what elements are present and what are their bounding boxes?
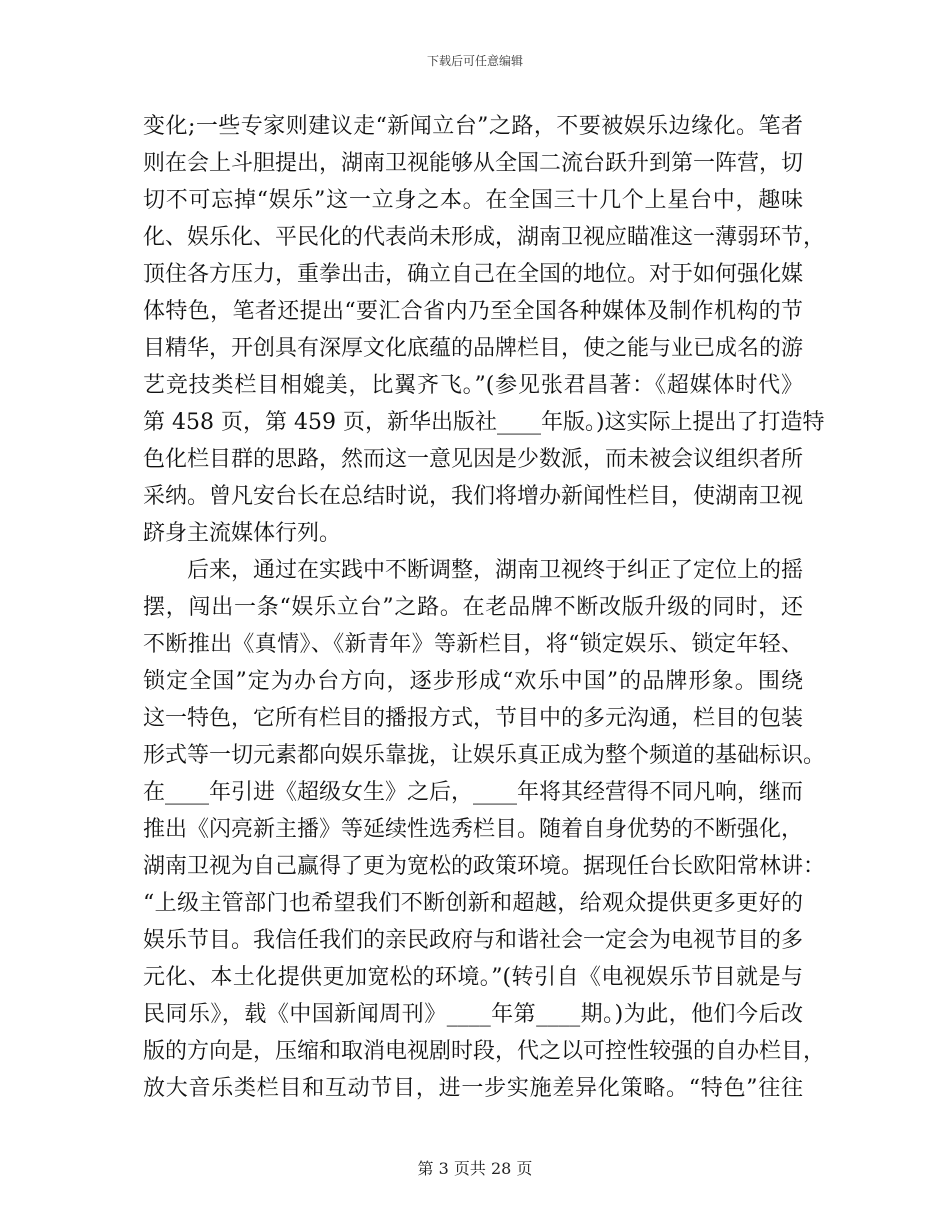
- text-line: 第 458 页，第 459 页，新华出版社____年版。)这实际上提出了打造特: [143, 410, 825, 435]
- text-line: 形式等一切元素都向娱乐靠拢，让娱乐真正成为整个频道的基础标识。: [143, 743, 826, 768]
- text-line: 民同乐》，载《中国新闻周刊》____年第____期。)为此，他们今后改: [143, 1002, 803, 1027]
- text-line: 顶住各方压力，重拳出击，确立自己在全国的地位。对于如何强化媒: [143, 262, 804, 287]
- text-line: 湖南卫视为自己赢得了更为宽松的政策环境。据现任台长欧阳常林讲：: [143, 854, 826, 879]
- text-line: “上级主管部门也希望我们不断创新和超越，给观众提供更多更好的: [143, 891, 803, 916]
- page-footer: 第 3 页共 28 页: [417, 1159, 533, 1178]
- text-line: 版的方向是，压缩和取消电视剧时段，代之以可控性较强的自办栏目，: [143, 1039, 826, 1064]
- text-line: 艺竞技类栏目相媲美，比翼齐飞。”(参见张君昌著：《超媒体时代》: [143, 373, 803, 398]
- text-line: 跻身主流媒体行列。: [143, 521, 342, 546]
- text-line: 这一特色，它所有栏目的播报方式，节目中的多元沟通，栏目的包装: [143, 706, 804, 731]
- text-line: 色化栏目群的思路，然而这一意见因是少数派，而未被会议组织者所: [143, 447, 804, 472]
- paragraph-1: [143, 108, 826, 552]
- text-line: 娱乐节目。我信任我们的亲民政府与和谐社会一定会为电视节目的多: [143, 928, 804, 953]
- text-line: 切不可忘掉“娱乐”这一立身之本。在全国三十几个上星台中，趣味: [143, 188, 803, 213]
- text-line: 后来，通过在实践中不断调整，湖南卫视终于纠正了定位上的摇: [187, 558, 804, 583]
- text-line: 不断推出《真情》、《新青年》等新栏目，将“锁定娱乐、锁定年轻、: [143, 632, 803, 657]
- document-body: [143, 108, 826, 1107]
- text-line: 变化;一些专家则建议走“新闻立台”之路，不要被娱乐边缘化。笔者: [143, 114, 803, 139]
- text-line: 采纳。曾凡安台长在总结时说，我们将增办新闻性栏目，使湖南卫视: [143, 484, 804, 509]
- text-line: 目精华，开创具有深厚文化底蕴的品牌栏目，使之能与业已成名的游: [143, 336, 804, 361]
- text-line: 摆，闯出一条“娱乐立台”之路。在老品牌不断改版升级的同时，还: [143, 595, 803, 620]
- text-line: 体特色，笔者还提出“要汇合省内乃至全国各种媒体及制作机构的节: [143, 299, 803, 324]
- text-line: 化、娱乐化、平民化的代表尚未形成，湖南卫视应瞄准这一薄弱环节，: [143, 225, 826, 250]
- text-line: 放大音乐类栏目和互动节目，进一步实施差异化策略。“特色”往往: [143, 1076, 803, 1101]
- page-header: 下载后可任意编辑: [426, 54, 523, 68]
- text-line: 元化、本土化提供更加宽松的环境。”(转引自《电视娱乐节目就是与: [143, 965, 803, 990]
- text-line: 锁定全国”定为办台方向，逐步形成“欢乐中国”的品牌形象。围绕: [143, 669, 803, 694]
- text-line: 则在会上斗胆提出，湖南卫视能够从全国二流台跃升到第一阵营，切: [143, 151, 804, 176]
- paragraph-2: [143, 552, 826, 1107]
- text-line: 在____年引进《超级女生》之后，____年将其经营得不同凡响，继而: [143, 780, 804, 805]
- text-line: 推出《闪亮新主播》等延续性选秀栏目。随着自身优势的不断强化，: [143, 817, 804, 842]
